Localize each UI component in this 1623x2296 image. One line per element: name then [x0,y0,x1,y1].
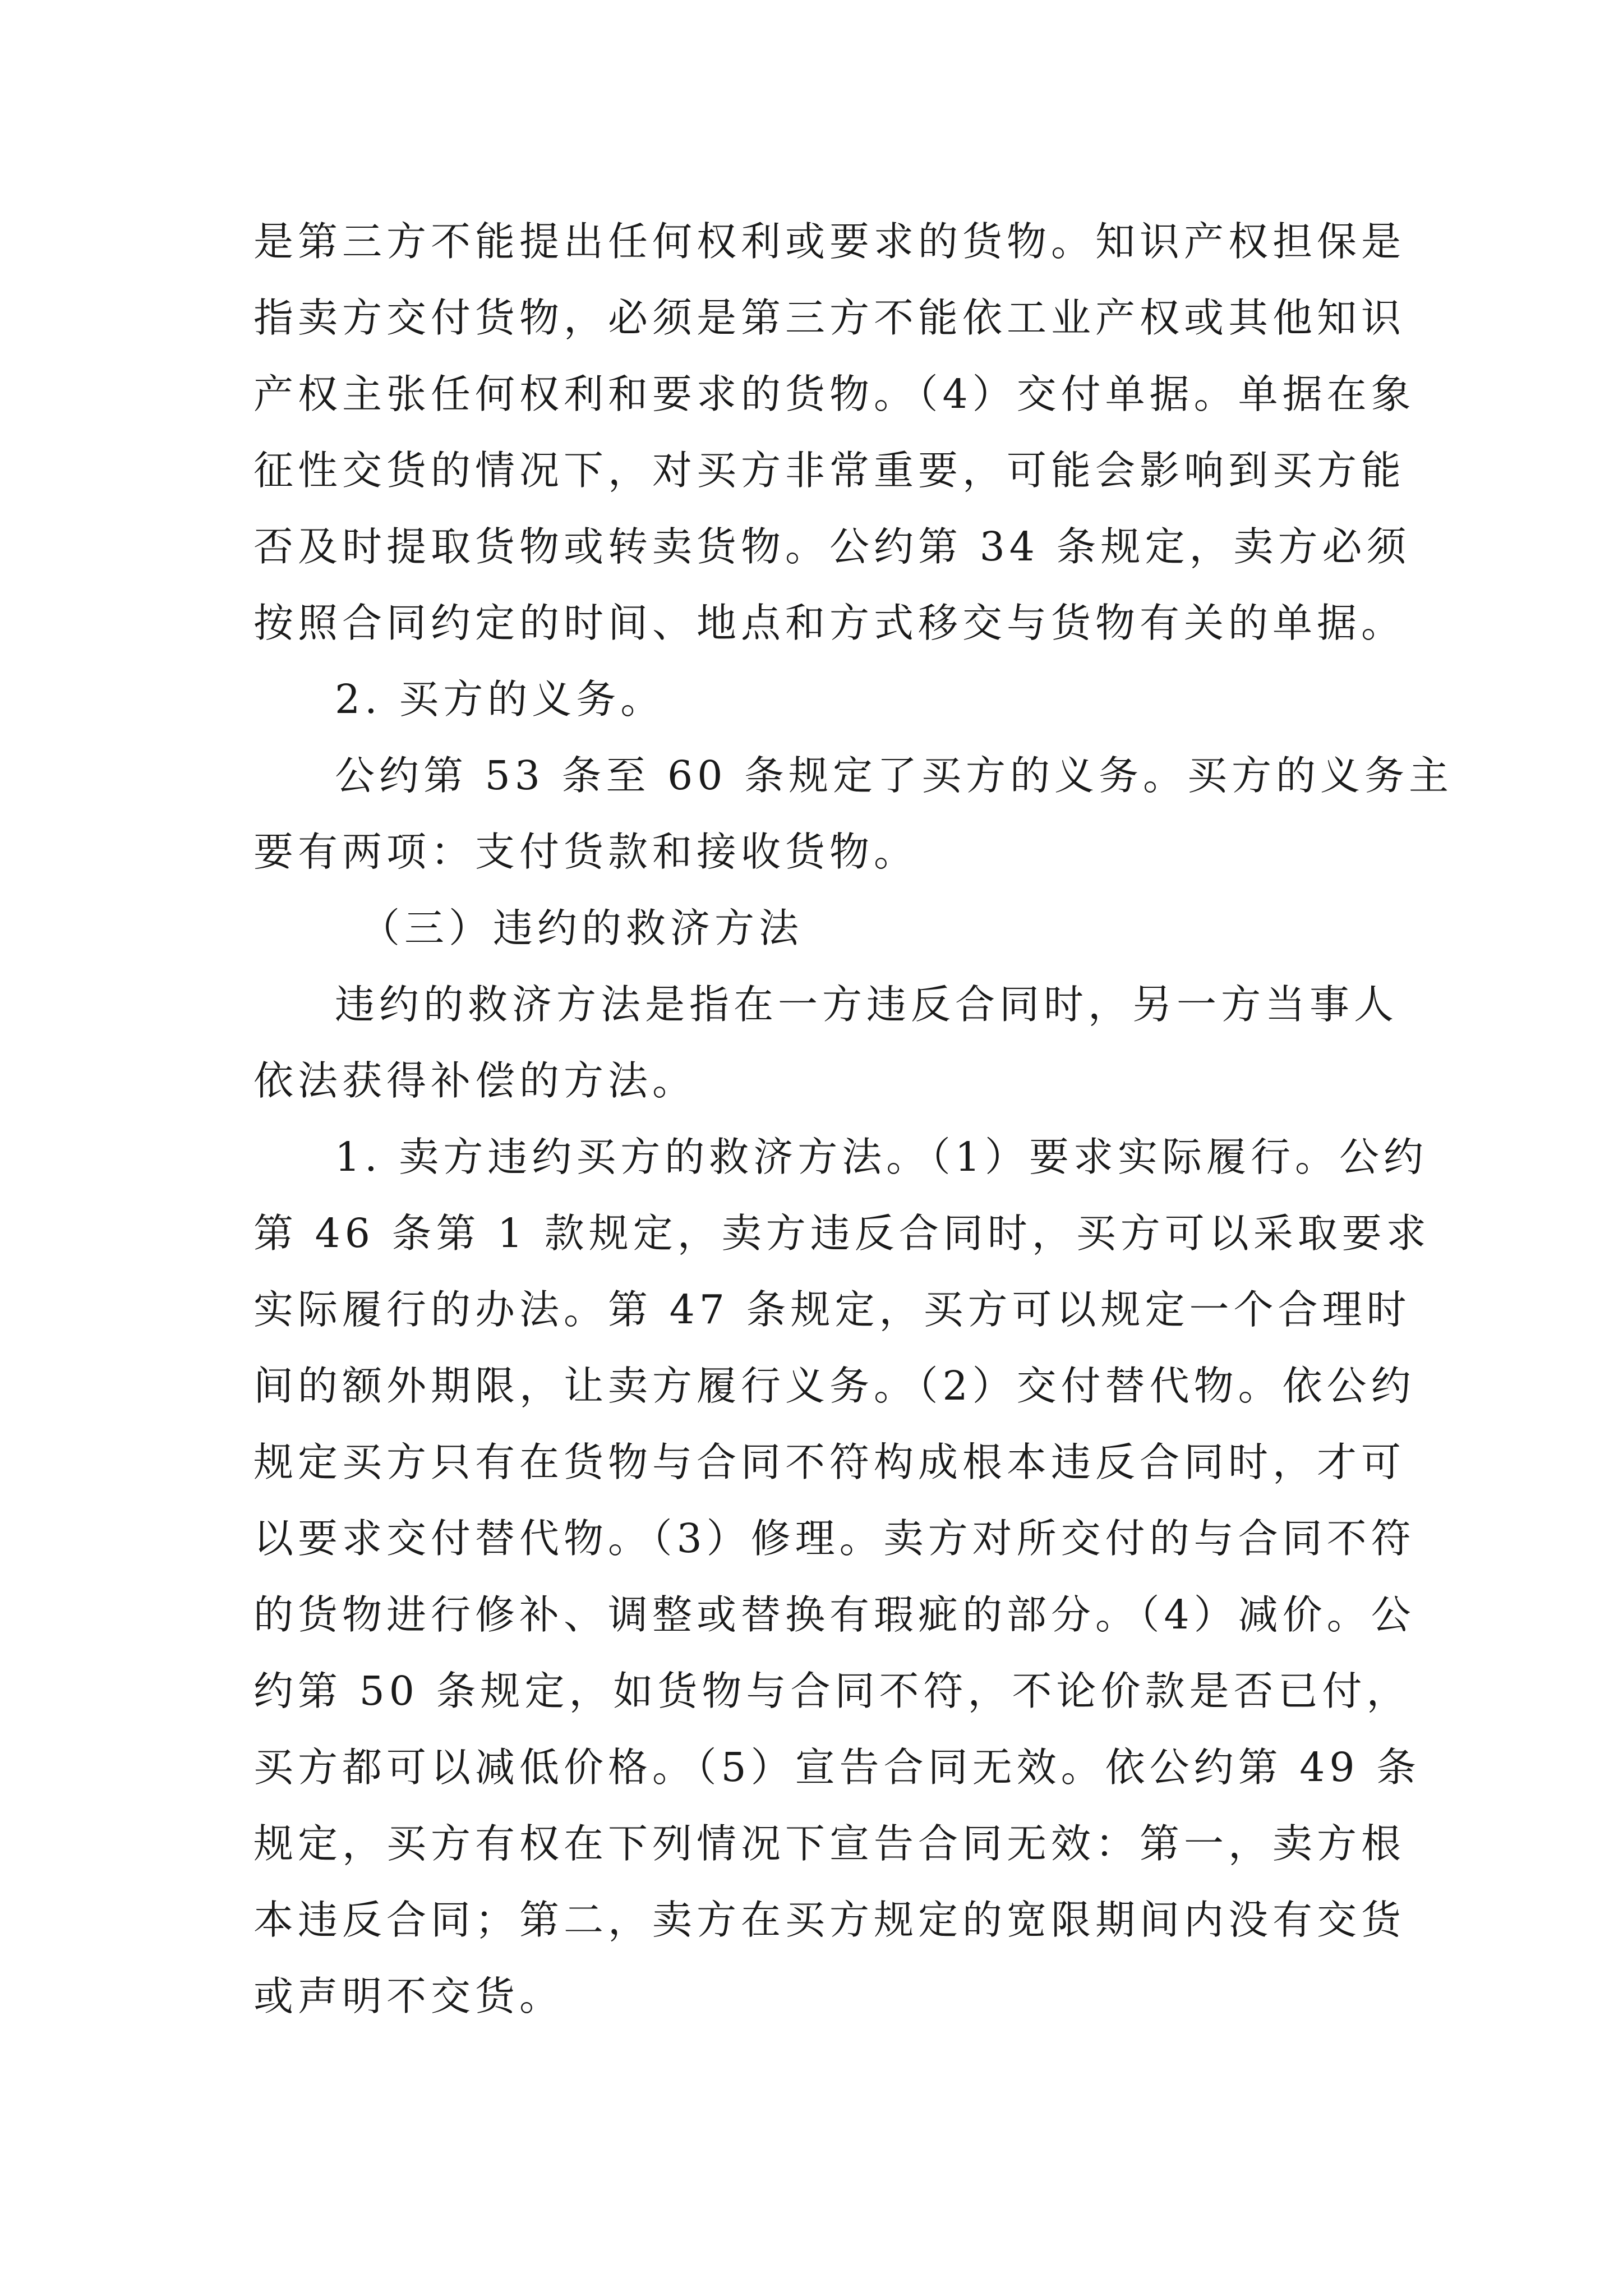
paragraph-line: 产权主张任何权利和要求的货物。（4）交付单据。单据在象 [253,371,1415,417]
paragraph-line: 违约的救济方法是指在一方违反合同时，另一方当事人 [335,981,1399,1028]
paragraph-line: 征性交货的情况下，对买方非常重要，可能会影响到买方能 [253,447,1406,494]
paragraph-line: 本违反合同；第二，卖方在买方规定的宽限期间内没有交货 [253,1897,1406,1943]
paragraph-line: 约第 50 条规定，如货物与合同不符，不论价款是否已付， [253,1668,1411,1714]
paragraph-line: 依法获得补偿的方法。 [253,1057,697,1104]
paragraph-line: 或声明不交货。 [253,1973,564,2019]
paragraph-line: 1. 卖方违约买方的救济方法。（1）要求实际履行。公约 [335,1134,1428,1180]
paragraph-line: 以要求交付替代物。（3）修理。卖方对所交付的与合同不符 [253,1515,1415,1562]
paragraph-line: 按照合同约定的时间、地点和方式移交与货物有关的单据。 [253,600,1406,646]
paragraph-line: 间的额外期限，让卖方履行义务。（2）交付替代物。依公约 [253,1363,1415,1409]
paragraph-line: 否及时提取货物或转卖货物。公约第 34 条规定，卖方必须 [253,523,1411,570]
paragraph-line: 公约第 53 条至 60 条规定了买方的义务。买方的义务主 [335,752,1453,799]
paragraph-line: 规定，买方有权在下列情况下宣告合同无效：第一，卖方根 [253,1820,1406,1867]
paragraph-line: 买方都可以减低价格。（5）宣告合同无效。依公约第 49 条 [253,1744,1421,1791]
paragraph-line: 第 46 条第 1 款规定，卖方违反合同时，买方可以采取要求 [253,1210,1431,1257]
paragraph-line: 指卖方交付货物，必须是第三方不能依工业产权或其他知识 [253,295,1406,341]
section-heading: 2. 买方的义务。 [335,676,665,723]
paragraph-line: 规定买方只有在货物与合同不符构成根本违反合同时，才可 [253,1439,1406,1485]
paragraph-line: 实际履行的办法。第 47 条规定，买方可以规定一个合理时 [253,1286,1411,1333]
paragraph-line: 是第三方不能提出任何权利或要求的货物。知识产权担保是 [253,218,1406,265]
section-heading: （三）违约的救济方法 [360,905,804,951]
paragraph-line: 要有两项：支付货款和接收货物。 [253,829,919,875]
paragraph-line: 的货物进行修补、调整或替换有瑕疵的部分。（4）减价。公 [253,1591,1415,1638]
